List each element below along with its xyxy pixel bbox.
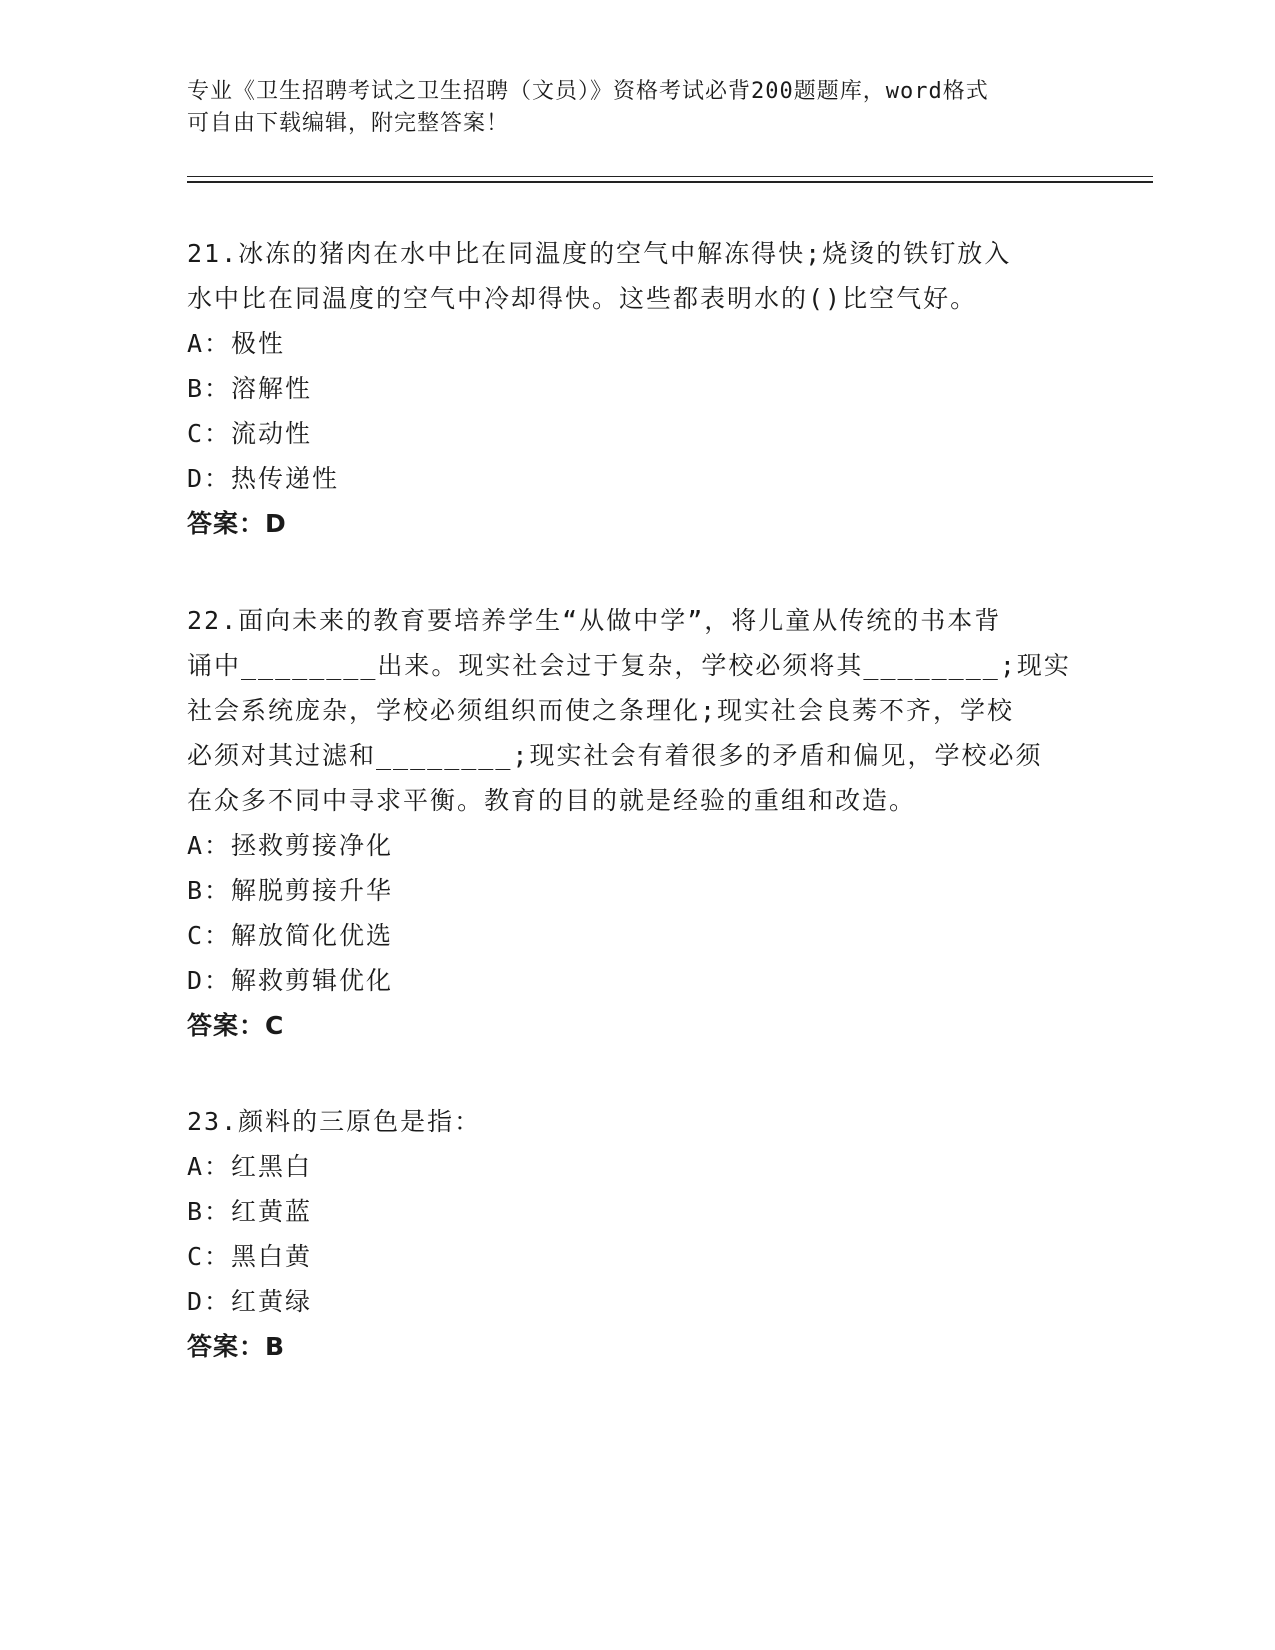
option-b: B：解脱剪接升华 xyxy=(187,876,394,905)
header-line-2: 可自由下载编辑，附完整答案！ xyxy=(187,111,510,136)
question-text-line: 22.面向未来的教育要培养学生“从做中学”，将儿童从传统的书本背 xyxy=(187,606,1002,635)
option-a: A：红黑白 xyxy=(187,1152,313,1181)
option-b: B：溶解性 xyxy=(187,374,313,403)
question-text-line: 在众多不同中寻求平衡。教育的目的就是经验的重组和改造。 xyxy=(187,786,917,815)
header-line-1: 专业《卫生招聘考试之卫生招聘（文员）》资格考试必背200题题库，word格式 xyxy=(187,79,989,104)
option-c: C：解放简化优选 xyxy=(187,921,394,950)
option-a: A：拯救剪接净化 xyxy=(187,831,394,860)
option-c: C：流动性 xyxy=(187,419,313,448)
option-d: D：红黄绿 xyxy=(187,1287,313,1316)
option-d: D：热传递性 xyxy=(187,464,340,493)
answer: 答案：B xyxy=(187,1332,286,1361)
header-divider-thin xyxy=(187,176,1153,177)
question-text-line: 21.冰冻的猪肉在水中比在同温度的空气中解冻得快;烧烫的铁钉放入 xyxy=(187,239,1012,268)
header-divider-thick xyxy=(187,181,1153,183)
question-23 xyxy=(187,1099,1087,1370)
document-header xyxy=(187,76,1087,140)
answer: 答案：C xyxy=(187,1011,285,1040)
question-text-line: 水中比在同温度的空气中冷却得快。这些都表明水的()比空气好。 xyxy=(187,284,978,313)
question-22 xyxy=(187,598,1087,1049)
option-c: C：黑白黄 xyxy=(187,1242,313,1271)
option-b: B：红黄蓝 xyxy=(187,1197,313,1226)
option-d: D：解救剪辑优化 xyxy=(187,966,394,995)
question-text-line: 必须对其过滤和________;现实社会有着很多的矛盾和偏见，学校必须 xyxy=(187,741,1043,770)
option-a: A：极性 xyxy=(187,329,286,358)
question-text-line: 23.颜料的三原色是指： xyxy=(187,1107,482,1136)
question-21 xyxy=(187,231,1087,547)
answer: 答案：D xyxy=(187,509,287,538)
question-text-line: 社会系统庞杂，学校必须组织而使之条理化;现实社会良莠不齐，学校 xyxy=(187,696,1015,725)
question-text-line: 诵中________出来。现实社会过于复杂，学校必须将其________;现实 xyxy=(187,651,1071,680)
